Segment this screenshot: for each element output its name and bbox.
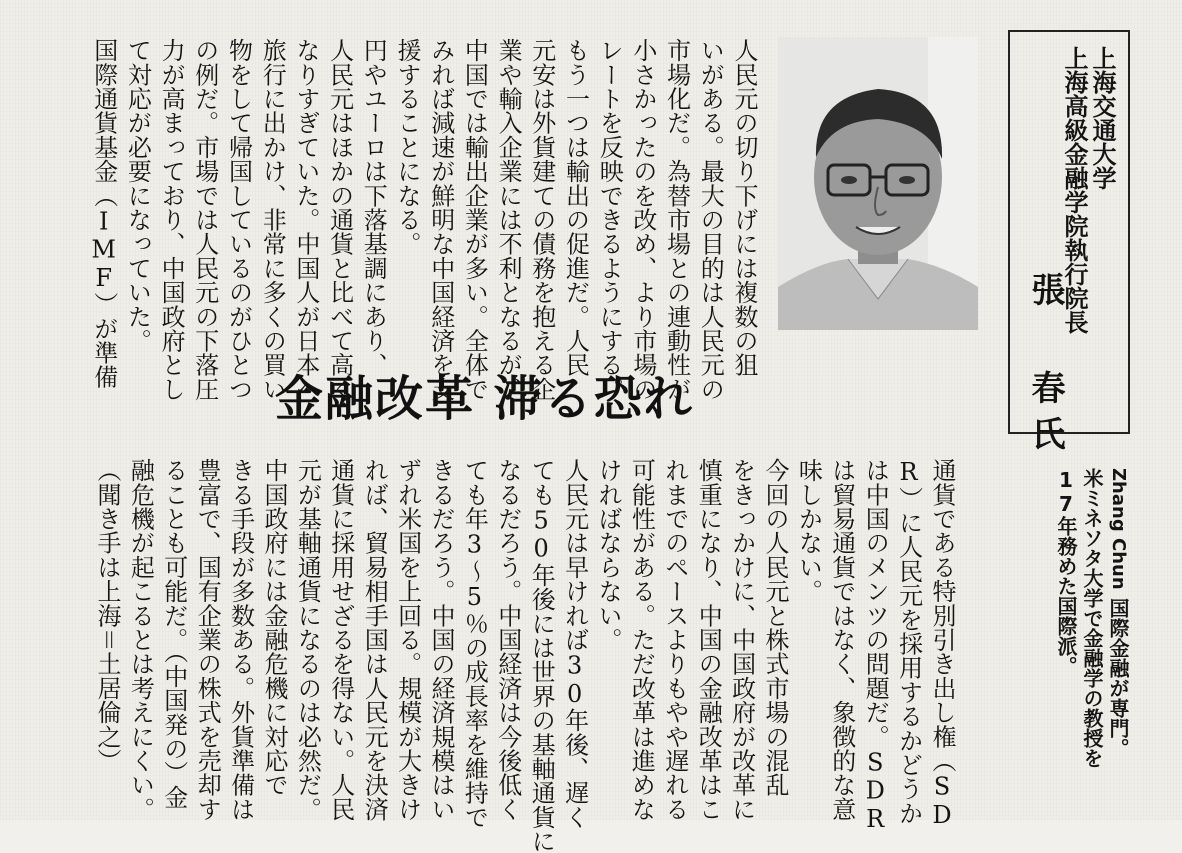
affiliation-title: 上海高級金融学院執行院長 <box>1060 46 1088 334</box>
person-name: 張 春氏 <box>1025 272 1065 462</box>
text-column: の例だ。市場では人民元の下落圧 <box>190 38 219 401</box>
text-column: ても年3〜5％の成長率を維持で <box>460 458 489 829</box>
text-column: ることも可能だ。（中国発の）金 <box>159 458 188 809</box>
portrait-photo <box>778 37 978 330</box>
text-column: きるだろう。中国の経済規模はい <box>427 458 455 821</box>
text-column: 元安は外貨建ての債務を抱える企 <box>527 38 556 401</box>
bio-romanized-name: Zhang Chun <box>1108 468 1129 590</box>
profile-name-box <box>1008 30 1130 462</box>
text-column: 中国政府には金融危機に対応で <box>260 458 288 797</box>
text-column: なりすぎていた。中国人が日本へ <box>291 38 320 401</box>
text-column: 物をして帰国しているのがひとつ <box>224 38 253 401</box>
bio-specialty: 国際金融が専門。 <box>1106 597 1130 758</box>
affiliation-university: 上海交通大学 <box>1088 46 1116 190</box>
text-column: レートを反映できるようにする。 <box>595 38 624 401</box>
text-column: なるだろう。中国経済は今後低く <box>493 458 522 821</box>
bio-line-2: 米ミネソタ大学で金融学の教授を <box>1080 468 1104 768</box>
text-column: れば、貿易相手国は人民元を決済 <box>360 458 389 821</box>
text-column: は中国のメンツの問題だ。SDR <box>861 458 890 833</box>
text-column: 人民元の切り下げには複数の狙 <box>730 38 758 377</box>
text-column: ても50年後には世界の基軸通貨に <box>527 458 556 853</box>
text-column: もう一つは輸出の促進だ。人民 <box>561 38 590 377</box>
text-column: は貿易通貨ではなく、象徴的な意 <box>827 458 856 821</box>
text-column: みれば減速が鮮明な中国経済を支 <box>426 38 455 401</box>
text-column: （聞き手は上海＝土居倫之） <box>93 458 121 773</box>
text-column: 元が基軸通貨になるのは必然だ。 <box>293 458 322 821</box>
text-column: て対応が必要になっていた。 <box>123 38 152 353</box>
text-column: 小さかったのを改め、より市場の <box>628 38 657 401</box>
text-column: 人民元はほかの通貨と比べて高く <box>325 38 354 401</box>
text-column: 援することになる。 <box>393 38 421 256</box>
text-column: 慎重になり、中国の金融改革はこ <box>694 458 723 821</box>
text-column: ければならない。 <box>594 458 622 652</box>
text-column: 市場化だ。為替市場との連動性が <box>662 38 691 401</box>
bio-line-3: 17年務めた国際派。 <box>1054 468 1078 676</box>
text-column: 通貨に採用せざるを得ない。人民 <box>326 458 355 821</box>
text-column: きる手段が多数ある。外貨準備は <box>226 458 255 821</box>
text-column: 味しかない。 <box>794 458 823 604</box>
text-column: れまでのペースよりもやや遅れる <box>660 458 689 821</box>
text-column: 中国では輸出企業が多い。全体で <box>460 38 489 401</box>
bio-line-1 <box>1108 468 1128 818</box>
text-column: 可能性がある。ただ改革は進めな <box>627 458 656 821</box>
text-column: ずれ米国を上回る。規模が大きけ <box>393 458 422 821</box>
text-column: 通貨である特別引き出し権（SD <box>928 458 956 829</box>
text-column: 業や輸入企業には不利となるが、 <box>494 38 523 401</box>
text-column: 豊富で、国有企業の株式を売却す <box>193 458 222 821</box>
text-column: 旅行に出かけ、非常に多くの買い <box>258 38 287 401</box>
text-column: 今回の人民元と株式市場の混乱 <box>761 458 789 797</box>
text-column: R）に人民元を採用するかどうか <box>894 458 923 825</box>
text-column: 国際通貨基金（IMF）が準備 <box>89 38 118 389</box>
text-column: 力が高まっており、中国政府とし <box>157 38 186 401</box>
article-headline: 金融改革 滞る恐れ <box>275 371 694 427</box>
text-column: 人民元は早ければ30年後、遅く <box>560 458 589 829</box>
text-column: いがある。最大の目的は人民元の <box>696 38 725 401</box>
portrait-icon <box>778 37 978 330</box>
text-column: 融危機が起こるとは考えにくい。 <box>126 458 155 821</box>
text-column: をきっかけに、中国政府が改革に <box>727 458 756 821</box>
text-column: 円やユーロは下落基調にあり、 <box>359 38 388 377</box>
